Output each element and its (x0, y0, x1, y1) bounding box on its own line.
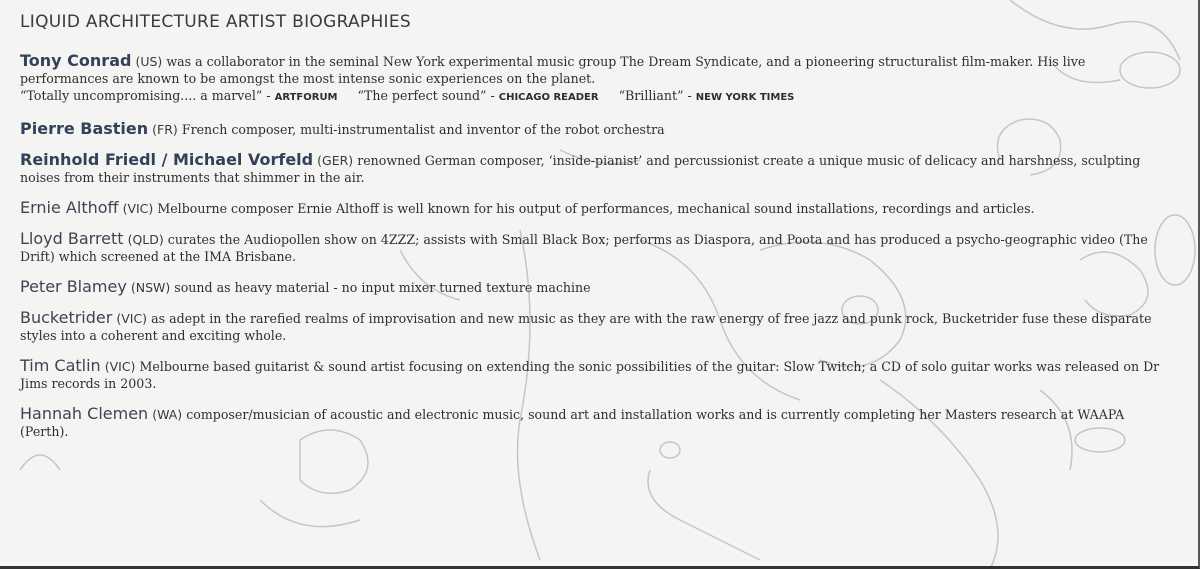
artist-description: renowned German composer, ‘inside-pianist’ and percussionist create a unique music of delicacy and harshness, sculpting noises from their instruments that shimmer in the air. (20, 153, 1141, 185)
artist-description: Melbourne based guitarist & sound artist focusing on extending the sonic possibilities of the guitar: Slow Twitch; a CD of solo guitar works was released on Dr Jims records in 2003. (20, 359, 1160, 391)
artist-origin: (VIC) (104, 359, 136, 374)
quote-source: ARTFORUM (274, 92, 338, 103)
bio-tony-conrad (20, 52, 1170, 106)
artist-description: Melbourne composer Ernie Althoff is well known for his output of performances, mechanical sound installations, recordings and articles. (157, 201, 1035, 216)
artist-name: Peter Blamey (20, 277, 127, 296)
artist-name: Tim Catlin (20, 356, 101, 375)
artist-name: Hannah Clemen (20, 404, 149, 423)
quote-text: “The perfect sound” - (357, 88, 495, 103)
bio-lloyd-barrett (20, 230, 1170, 265)
artist-name: Lloyd Barrett (20, 229, 124, 248)
artist-origin: (GER) (317, 153, 354, 168)
press-quotes (20, 88, 794, 103)
artist-description: was a collaborator in the seminal New York experimental music group The Dream Syndicate, and a pioneering structuralist film-maker. His live performances are known to be amongst the most intense sonic experiences on the planet. (20, 54, 1086, 86)
artist-origin: (VIC) (116, 311, 148, 326)
artist-name: Reinhold Friedl / Michael Vorfeld (20, 150, 314, 169)
biographies-page (20, 12, 1170, 440)
bio-reinhold-friedl-michael-vorfeld (20, 151, 1170, 186)
quote-text: “Totally uncompromising.... a marvel” - (20, 88, 271, 103)
bio-peter-blamey (20, 278, 1170, 296)
artist-name: Ernie Althoff (20, 198, 119, 217)
bio-pierre-bastien (20, 120, 1170, 138)
artist-description: curates the Audiopollen show on 4ZZZ; assists with Small Black Box; performs as Diaspora, and Poota and has produced a psycho-geographic video (The Drift) which screened at the IMA Brisbane. (20, 232, 1148, 264)
bio-tim-catlin (20, 357, 1170, 392)
artist-name: Bucketrider (20, 308, 113, 327)
artist-origin: (VIC) (122, 201, 154, 216)
artist-name: Pierre Bastien (20, 119, 149, 138)
artist-name: Tony Conrad (20, 51, 132, 70)
artist-origin: (WA) (152, 407, 183, 422)
artist-description: sound as heavy material - no input mixer turned texture machine (174, 280, 591, 295)
artist-origin: (US) (135, 54, 163, 69)
quote-source: NEW YORK TIMES (695, 92, 795, 103)
bio-bucketrider (20, 309, 1170, 344)
artist-origin: (QLD) (127, 232, 164, 247)
quote-text: “Brilliant” - (618, 88, 692, 103)
artist-origin: (FR) (152, 122, 178, 137)
page-title: LIQUID ARCHITECTURE ARTIST BIOGRAPHIES (20, 12, 412, 32)
artist-description: composer/musician of acoustic and electronic music, sound art and installation works and is currently completing her Masters research at WAAPA (Perth). (20, 407, 1125, 439)
artist-description: as adept in the rarefied realms of improvisation and new music as they are with the raw energy of free jazz and punk rock, Bucketrider fuse these disparate styles into a coherent and exciting whole. (20, 311, 1152, 343)
artist-origin: (NSW) (130, 280, 171, 295)
bio-hannah-clemen (20, 405, 1170, 440)
bio-ernie-althoff (20, 199, 1170, 217)
artist-description: French composer, multi-instrumentalist and inventor of the robot orchestra (181, 122, 665, 137)
quote-source: CHICAGO READER (498, 92, 599, 103)
